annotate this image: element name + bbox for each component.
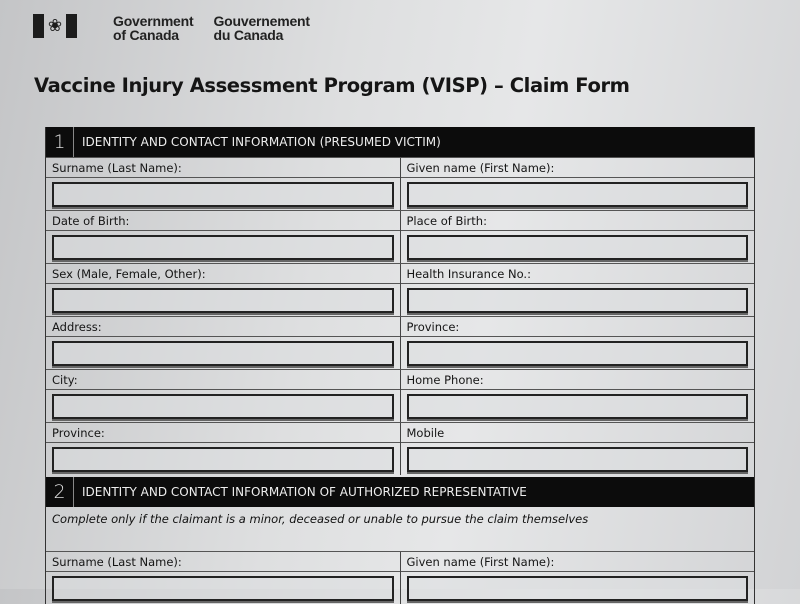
gov-fr: Gouvernement du Canada [213,13,310,43]
field-input[interactable] [407,235,749,260]
field-input[interactable] [407,447,749,472]
field-input[interactable] [52,182,394,207]
form-field [400,211,755,263]
field-label: Given name (First Name): [401,552,755,572]
form-field [46,423,400,475]
field-input[interactable] [407,394,749,419]
field-label: Province: [401,317,755,337]
form-row [46,551,754,604]
form-field [46,552,400,604]
form-row [46,316,754,369]
form-field [400,158,755,210]
field-input[interactable] [407,341,749,366]
page-title: Vaccine Injury Assessment Program (VISP) – Claim Form [34,74,630,97]
form-row [46,369,754,422]
field-label: Date of Birth: [46,211,400,231]
field-input[interactable] [52,447,394,472]
field-label: Sex (Male, Female, Other): [46,264,400,284]
canada-flag-icon: ❀ [33,14,77,38]
section-1-header: 1 IDENTITY AND CONTACT INFORMATION (PRESUMED VICTIM) [46,127,754,157]
form-field [46,317,400,369]
claim-form [45,127,755,604]
form-field [46,158,400,210]
form-row [46,263,754,316]
field-label: Health Insurance No.: [401,264,755,284]
government-of-canada-logo [33,14,310,42]
field-label: Place of Birth: [401,211,755,231]
field-label: Address: [46,317,400,337]
form-field [46,264,400,316]
form-field [46,370,400,422]
field-label: Surname (Last Name): [46,158,400,178]
field-label: Home Phone: [401,370,755,390]
field-input[interactable] [52,288,394,313]
field-input[interactable] [407,182,749,207]
gov-en: Government of Canada [113,13,194,43]
field-input[interactable] [52,394,394,419]
field-label: Province: [46,423,400,443]
form-row [46,210,754,263]
section-2-header: 2 IDENTITY AND CONTACT INFORMATION OF AUTHORIZED REPRESENTATIVE [46,477,754,507]
section-2-note: Complete only if the claimant is a minor, deceased or unable to pursue the claim themselves [52,512,589,526]
field-label: City: [46,370,400,390]
form-row [46,422,754,475]
form-field [400,264,755,316]
field-label: Mobile [401,423,755,443]
field-label: Surname (Last Name): [46,552,400,572]
form-row [46,157,754,210]
field-label: Given name (First Name): [401,158,755,178]
form-field [400,370,755,422]
form-field [400,552,755,604]
field-input[interactable] [52,341,394,366]
field-input[interactable] [407,288,749,313]
field-input[interactable] [52,235,394,260]
form-field [400,317,755,369]
form-field [46,211,400,263]
form-field [400,423,755,475]
